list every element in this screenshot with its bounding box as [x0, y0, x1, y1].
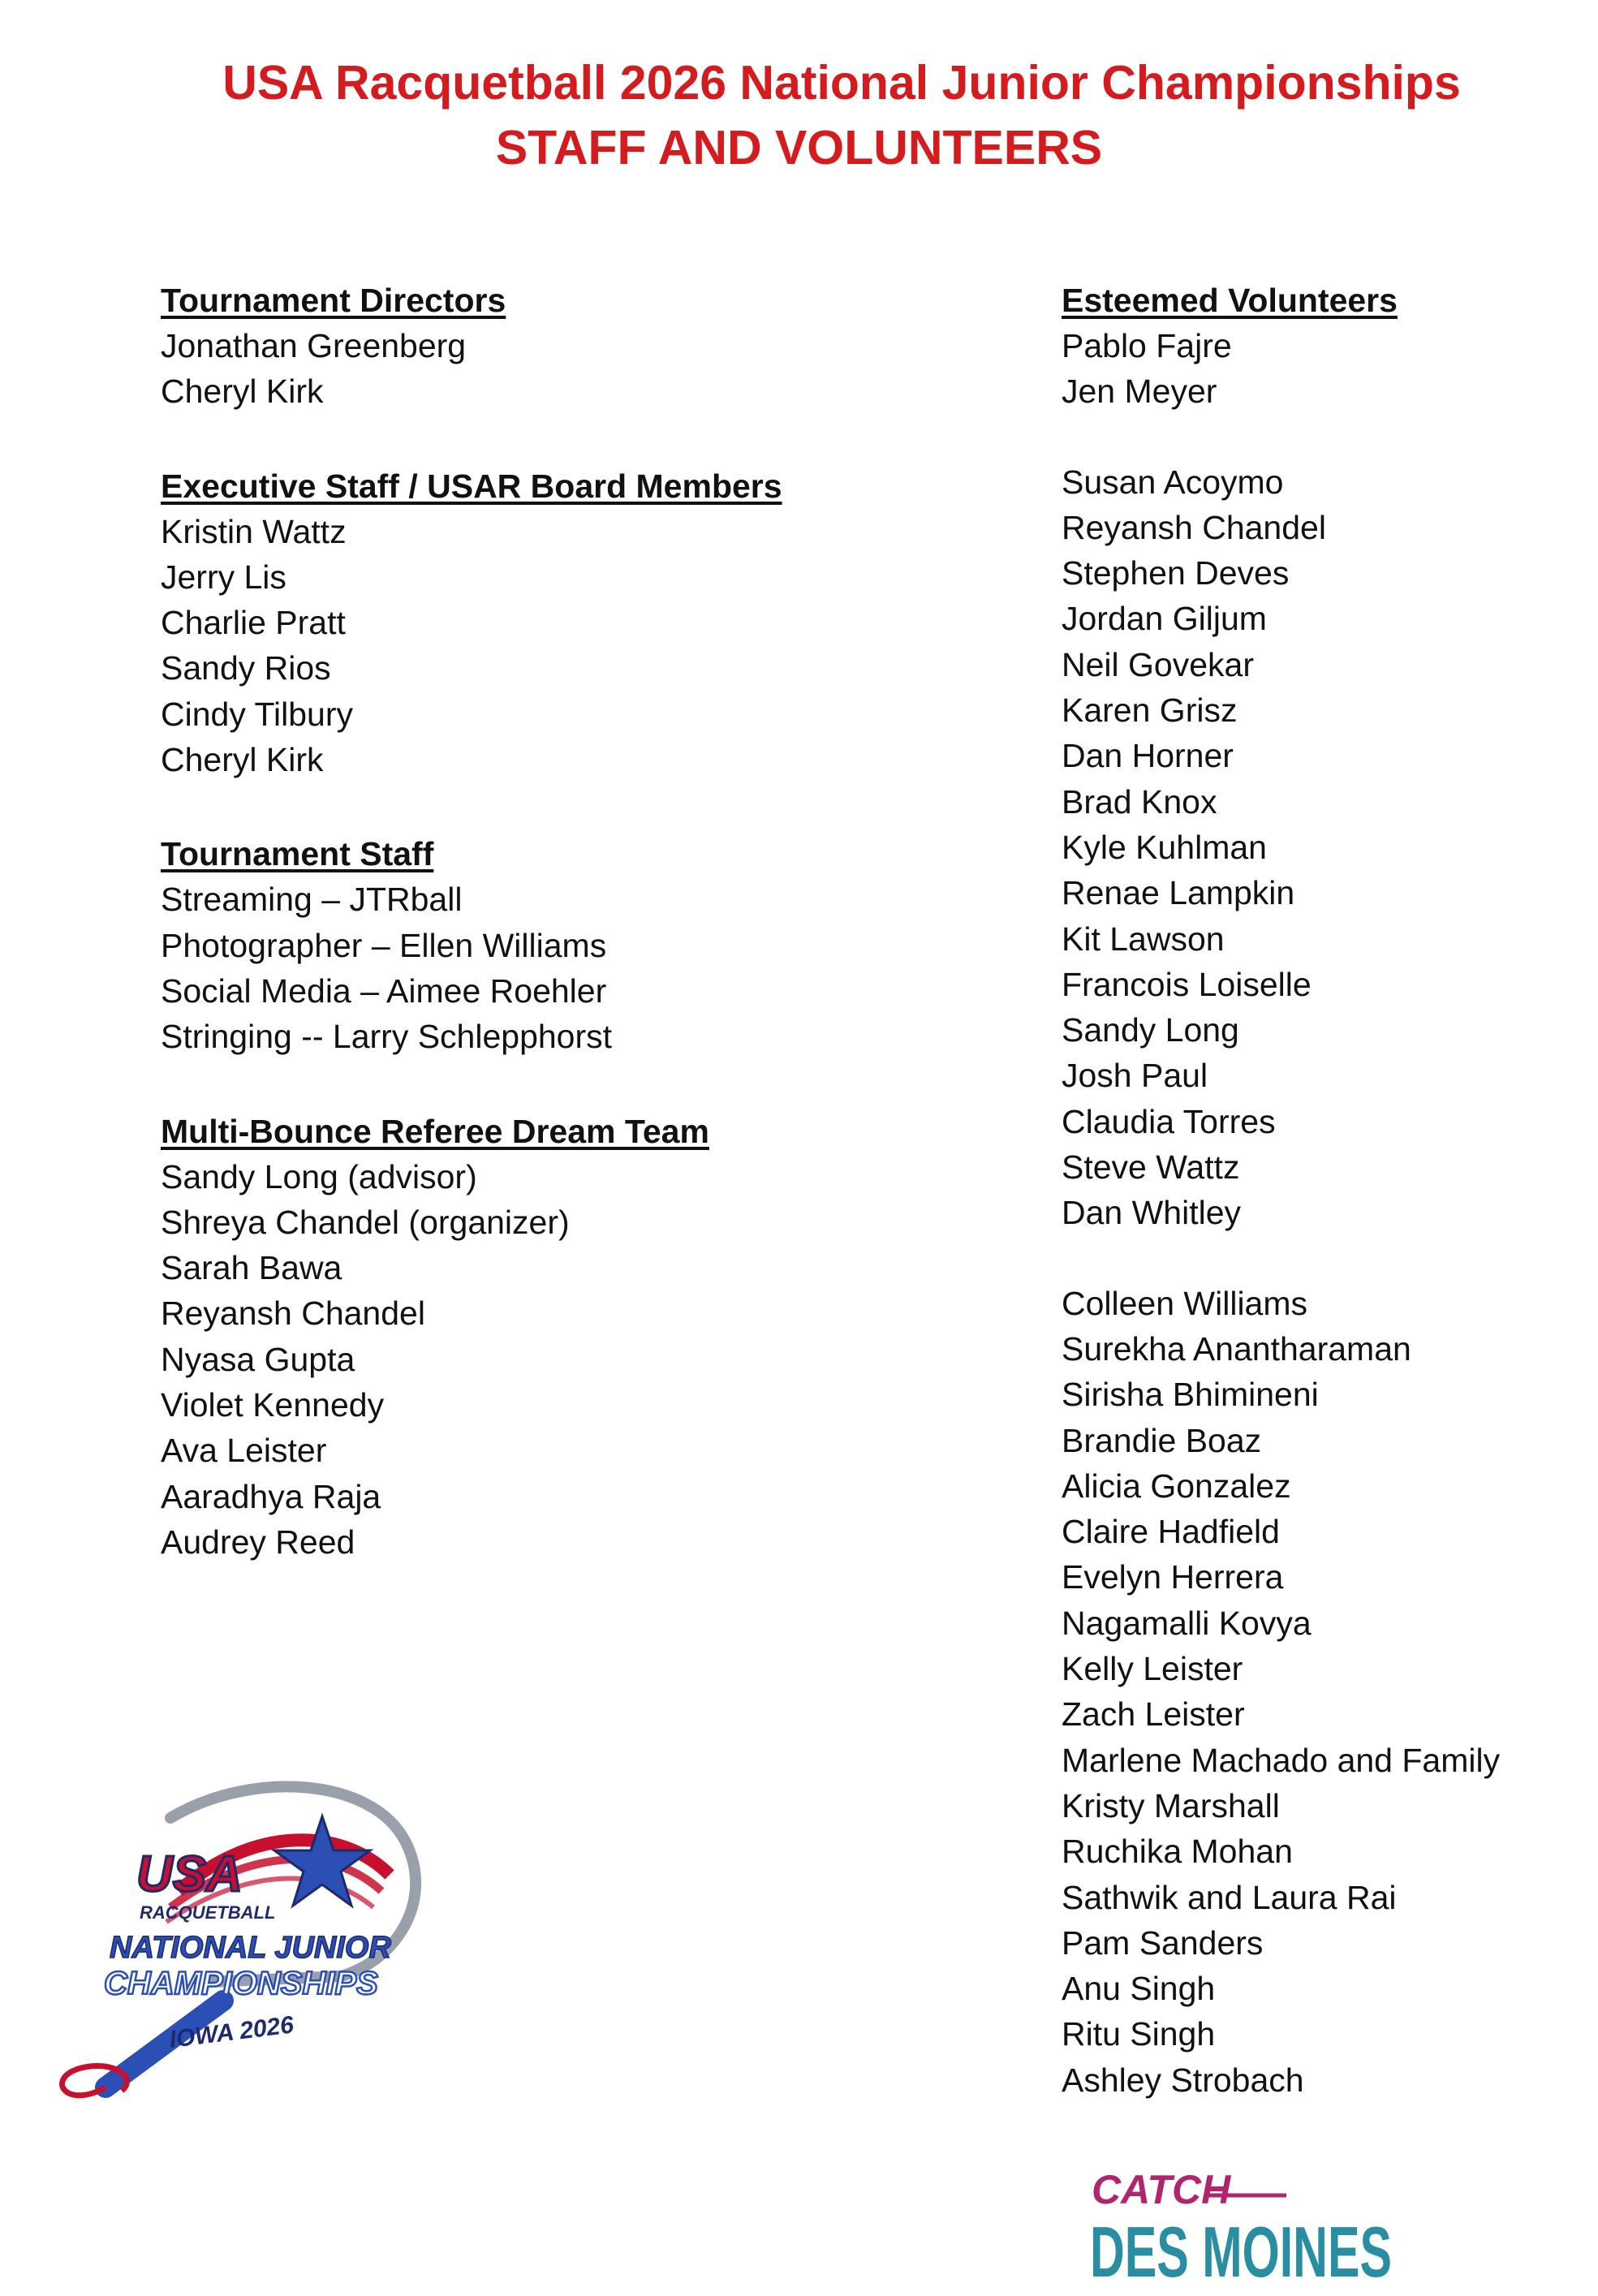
- volunteer-name: Ritu Singh: [1062, 2015, 1216, 2053]
- volunteer-name: Kyle Kuhlman: [1062, 828, 1267, 866]
- staff-name: Violet Kennedy: [161, 1386, 385, 1424]
- staff-name: Jerry Lis: [161, 558, 286, 596]
- volunteer-name: Francois Loiselle: [1062, 965, 1312, 1003]
- volunteer-name: Jen Meyer: [1062, 373, 1217, 411]
- logo-usa-text: USA: [136, 1846, 243, 1902]
- staff-name: Jonathan Greenberg: [161, 327, 467, 364]
- volunteer-name: Pablo Fajre: [1062, 327, 1232, 364]
- volunteer-name: Sandy Long: [1062, 1011, 1239, 1049]
- section-tournament-staff: [161, 831, 972, 1059]
- staff-name: Shreya Chandel (organizer): [161, 1203, 570, 1241]
- section-heading: Tournament Staff: [161, 835, 434, 873]
- volunteer-name: Claire Hadfield: [1062, 1513, 1280, 1551]
- volunteer-name: Sathwik and Laura Rai: [1062, 1878, 1397, 1916]
- staff-name: Ava Leister: [161, 1432, 327, 1470]
- volunteer-group: [1062, 459, 1589, 1236]
- volunteer-group: [1062, 1281, 1589, 2103]
- staff-name: Sandy Long (advisor): [161, 1157, 477, 1195]
- logo-national-junior-text: NATIONAL JUNIOR: [110, 1931, 391, 1965]
- staff-name: Photographer – Ellen Williams: [161, 926, 607, 964]
- volunteer-name: Ruchika Mohan: [1062, 1833, 1293, 1871]
- volunteers-column: [1062, 278, 1589, 2147]
- staff-name: Aaradhya Raja: [161, 1477, 381, 1515]
- staff-name: Cheryl Kirk: [161, 741, 324, 779]
- volunteer-name: Dan Horner: [1062, 737, 1234, 775]
- volunteer-name: Surekha Anantharaman: [1062, 1329, 1411, 1368]
- volunteer-name: Steve Wattz: [1062, 1148, 1240, 1187]
- volunteer-name: Ashley Strobach: [1062, 2061, 1304, 2099]
- section-heading: Multi-Bounce Referee Dream Team: [161, 1112, 709, 1150]
- volunteer-name: Dan Whitley: [1062, 1194, 1242, 1232]
- volunteer-name: Kristy Marshall: [1062, 1786, 1280, 1824]
- volunteer-name: Neil Govekar: [1062, 645, 1254, 683]
- volunteer-name: Renae Lampkin: [1062, 874, 1295, 912]
- staff-column: [161, 278, 972, 1613]
- staff-name: Cheryl Kirk: [161, 373, 324, 411]
- volunteer-name: Alicia Gonzalez: [1062, 1467, 1291, 1505]
- volunteer-name: Kelly Leister: [1062, 1650, 1243, 1688]
- volunteer-name: Brad Knox: [1062, 782, 1217, 821]
- section-heading: Tournament Directors: [161, 282, 506, 319]
- volunteer-name: Stephen Deves: [1062, 554, 1290, 592]
- volunteer-name: Brandie Boaz: [1062, 1421, 1262, 1459]
- volunteer-name: Josh Paul: [1062, 1057, 1208, 1095]
- staff-name: Cindy Tilbury: [161, 695, 353, 733]
- section-heading: Executive Staff / USAR Board Members: [161, 467, 782, 505]
- staff-name: Audrey Reed: [161, 1523, 355, 1561]
- staff-name: Social Media – Aimee Roehler: [161, 971, 607, 1010]
- volunteer-name: Susan Acoymo: [1062, 463, 1284, 501]
- volunteer-name: Nagamalli Kovya: [1062, 1604, 1312, 1642]
- catch-text: CATCH: [1092, 2167, 1231, 2212]
- volunteer-groups: [1062, 323, 1589, 2103]
- logo-racquetball-text: RACQUETBALL: [140, 1902, 276, 1923]
- logo-iowa-2026-text: IOWA 2026: [167, 2011, 295, 2053]
- section-tournament-directors: [161, 278, 972, 415]
- volunteer-name: Colleen Williams: [1062, 1284, 1308, 1322]
- section-executive-staff-usar-board-members: [161, 463, 972, 783]
- section-heading-esteemed-volunteers: Esteemed Volunteers: [1062, 282, 1398, 319]
- logo-championships-text: CHAMPIONSHIPS: [104, 1966, 378, 2001]
- staff-name: Sandy Rios: [161, 649, 331, 687]
- volunteer-name: Evelyn Herrera: [1062, 1558, 1284, 1596]
- volunteer-name: Jordan Giljum: [1062, 600, 1267, 638]
- page-title: USA Racquetball 2026 National Junior Championships: [222, 56, 1461, 110]
- des-moines-text: DES MOINES: [1090, 2212, 1392, 2292]
- volunteer-name: Karen Grisz: [1062, 691, 1238, 730]
- volunteer-group: [1062, 323, 1589, 415]
- volunteer-name: Kit Lawson: [1062, 920, 1225, 958]
- staff-name: Nyasa Gupta: [161, 1340, 355, 1378]
- volunteer-name: Marlene Machado and Family: [1062, 1741, 1501, 1779]
- volunteer-name: Claudia Torres: [1062, 1102, 1276, 1140]
- volunteer-name: Anu Singh: [1062, 1970, 1216, 2008]
- staff-name: Kristin Wattz: [161, 512, 347, 550]
- usa-racquetball-junior-championships-logo: [49, 1769, 487, 2094]
- volunteer-name: Pam Sanders: [1062, 1923, 1264, 1962]
- volunteer-name: Reyansh Chandel: [1062, 508, 1326, 546]
- staff-name: Charlie Pratt: [161, 604, 346, 642]
- staff-name: Reyansh Chandel: [161, 1294, 425, 1333]
- volunteer-name: Sirisha Bhimineni: [1062, 1376, 1319, 1414]
- staff-name: Sarah Bawa: [161, 1249, 342, 1287]
- volunteer-name: Zach Leister: [1062, 1695, 1245, 1734]
- catch-des-moines-logo: [1083, 2159, 1408, 2292]
- staff-name: Streaming – JTRball: [161, 881, 463, 919]
- page-subtitle: STAFF AND VOLUNTEERS: [495, 121, 1103, 174]
- header: [0, 50, 1598, 180]
- staff-name: Stringing -- Larry Schlepphorst: [161, 1018, 613, 1056]
- section-multi-bounce-referee-dream-team: [161, 1109, 972, 1566]
